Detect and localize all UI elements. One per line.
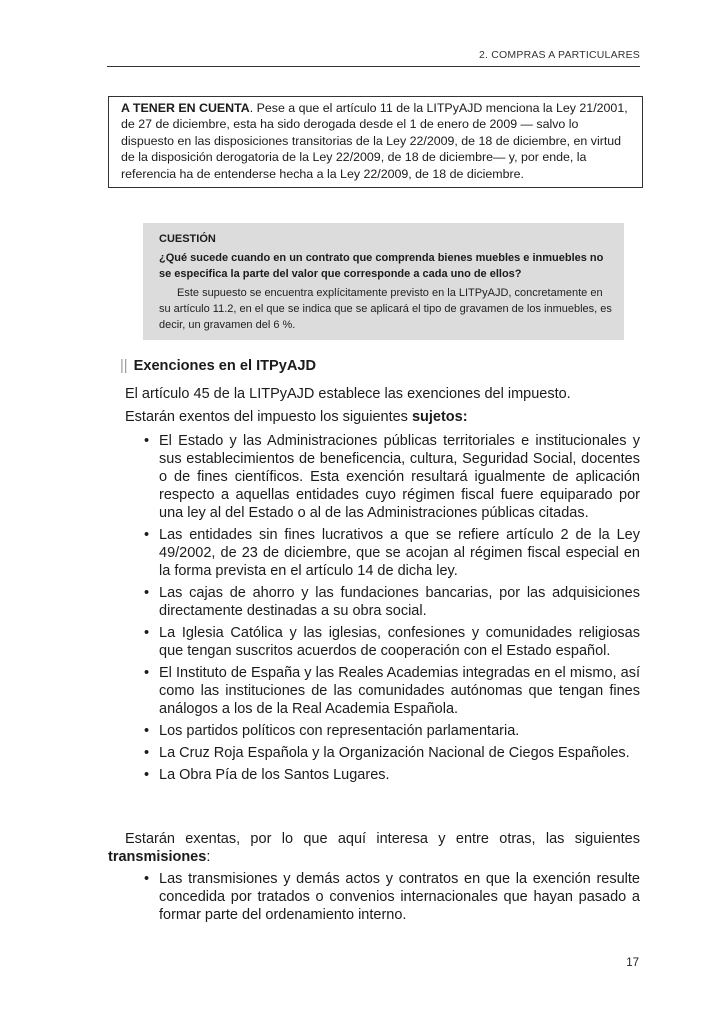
header-rule [107, 66, 640, 67]
page-number: 17 [626, 957, 639, 969]
note-text: . Pese a que el artículo 11 de la LITPyAJD menciona la Ley 21/2001, de 27 de diciembre, esta ha sido derogada desde el 1 de enero de 2009 — salvo lo dispuesto en las disposiciones transitorias de la Ley 22/2009, de 18 de diciembre, en virtud de la disposición derogatoria de la Ley 22/2009, de 18 de diciembre— y, por ende, la referencia ha de entenderse hecha a la Ley 22/2009, de 18 de diciembre. [121, 101, 628, 181]
transmissions-lead-bold: transmisiones [108, 849, 207, 865]
question-answer: Este supuesto se encuentra explícitamente previsto en la LITPyAJD, concretamente en su artículo 11.2, en el que se indica que se aplicará el tipo de gravamen de los inmuebles, es decir, un gravamen del 6 %. [159, 287, 612, 331]
section-marker: || [120, 358, 128, 374]
transmissions-list [143, 870, 640, 924]
section-title [120, 358, 316, 374]
subjects-lead-bold: sujetos: [411, 409, 468, 425]
section-intro: El artículo 45 de la LITPyAJD establece las exenciones del impuesto. [125, 386, 571, 402]
question-title: CUESTIÓN [159, 233, 216, 245]
transmissions-lead-text: Estarán exentas, por lo que aquí interesa y entre otras, las siguientes [125, 831, 640, 847]
note-label: A TENER EN CUENTA [121, 101, 250, 115]
section-title-text: Exenciones en el ITPyAJD [133, 358, 317, 374]
subjects-list [143, 432, 640, 788]
subjects-lead-text: Estarán exentos del impuesto los siguientes [125, 409, 412, 425]
transmissions-lead [108, 830, 640, 866]
question-box [143, 223, 624, 340]
transmissions-lead-tail: : [206, 849, 211, 865]
list-item: • El Instituto de España y las Reales Academias integradas en el mismo, así como las instituciones de las comunidades autónomas que tengan fines análogos a los de la Real Academia Española. [143, 664, 640, 718]
list-item: • Las transmisiones y demás actos y contratos en que la exención resulte concedida por tratados o convenios internacionales que hayan pasado a formar parte del ordenamiento interno. [143, 870, 640, 924]
question-text: ¿Qué sucede cuando en un contrato que comprenda bienes muebles e inmuebles no se especifica la parte del valor que corresponde a cada uno de ellos? [159, 252, 604, 280]
running-header: 2. COMPRAS A PARTICULARES [479, 49, 640, 61]
list-item: • La Iglesia Católica y las iglesias, confesiones y comunidades religiosas que tengan suscritos acuerdos de cooperación con el Estado español. [143, 624, 640, 660]
list-item: • Los partidos políticos con representación parlamentaria. [143, 722, 640, 740]
list-item: • El Estado y las Administraciones públicas territoriales e institucionales y sus establecimientos de beneficencia, cultura, Seguridad Social, docentes o de fines científicos. Esta exención resultará igualmente de aplicación respecto a aquellas entidades cuyo régimen fiscal fuere equiparado por una ley al del Estado o al de las Administraciones públicas citadas. [143, 432, 640, 522]
list-item: • La Cruz Roja Española y la Organización Nacional de Ciegos Españoles. [143, 744, 640, 762]
subjects-lead [125, 408, 468, 426]
list-item: • Las cajas de ahorro y las fundaciones bancarias, por las adquisiciones directamente destinadas a su obra social. [143, 584, 640, 620]
list-item: • Las entidades sin fines lucrativos a que se refiere artículo 2 de la Ley 49/2002, de 23 de diciembre, que se acojan al régimen fiscal especial en la forma prevista en el artículo 14 de dicha ley. [143, 526, 640, 580]
list-item: • La Obra Pía de los Santos Lugares. [143, 766, 640, 784]
note-box [108, 96, 643, 188]
